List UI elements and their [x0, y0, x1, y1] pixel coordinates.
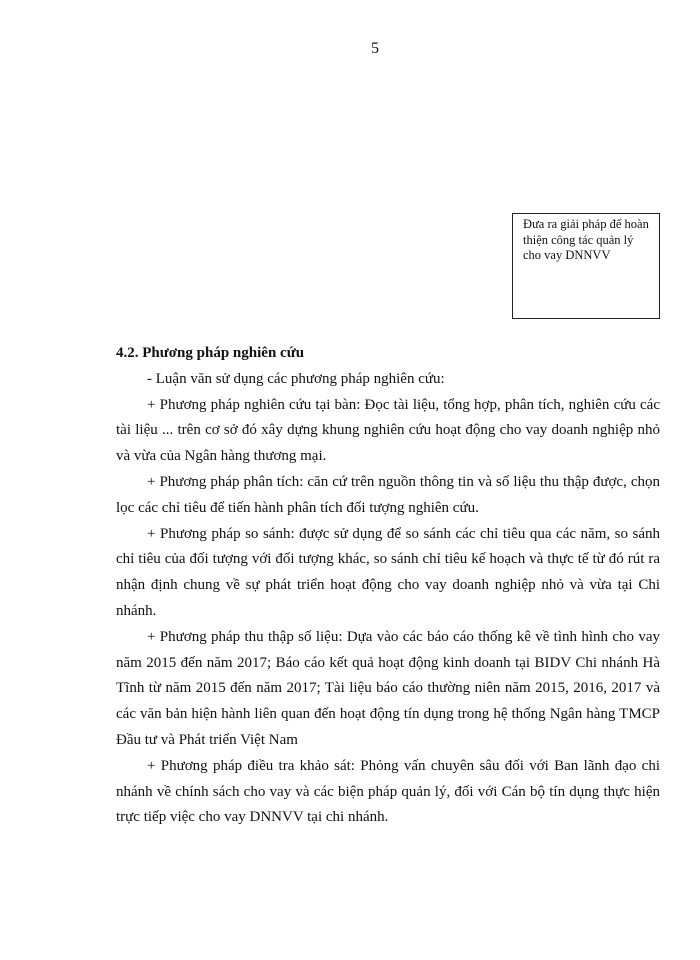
- paragraph-data-collection: + Phương pháp thu thập số liệu: Dựa vào các báo cáo thống kê về tình hình cho vay năm 2015 đến năm 2017; Báo cáo kết quả hoạt động kinh doanh tại BIDV Chi nhánh Hà Tĩnh từ năm 2015 đến năm 2017; Tài liệu báo cáo thường niên năm 2015, 2016, 2017 và các văn bản hiện hành liên quan đến hoạt động tín dụng trong hệ thống Ngân hàng TMCP Đầu tư và Phát triển Việt Nam: [116, 628, 660, 748]
- paragraph-intro: - Luận văn sử dụng các phương pháp nghiên cứu:: [147, 370, 445, 387]
- diagram-box: Đưa ra giải pháp để hoàn thiện công tác quản lý cho vay DNNVV: [512, 213, 660, 319]
- paragraph-survey: + Phương pháp điều tra khảo sát: Phỏng vấn chuyên sâu đối với Ban lãnh đạo chi nhánh về chính sách cho vay và các biện pháp quản lý, đối với Cán bộ tín dụng thực hiện trực tiếp việc cho vay DNNVV tại chi nhánh.: [116, 757, 660, 826]
- paragraph-comparison: + Phương pháp so sánh: được sử dụng để so sánh các chỉ tiêu qua các năm, so sánh chỉ tiêu của đối tượng với đối tượng khác, so sánh chỉ tiêu kế hoạch và thực tế từ đó rút ra nhận định chung về sự phát triển hoạt động cho vay doanh nghiệp nhỏ và vừa tại Chi nhánh.: [116, 525, 660, 619]
- section-heading: 4.2. Phương pháp nghiên cứu: [116, 345, 305, 361]
- paragraph-analysis: + Phương pháp phân tích: căn cứ trên nguồn thông tin và số liệu thu thập được, chọn lọc các chỉ tiêu để tiến hành phân tích đối tượng nghiên cứu.: [116, 473, 660, 516]
- page-number: 5: [371, 40, 379, 57]
- paragraph-desk-research: + Phương pháp nghiên cứu tại bàn: Đọc tài liệu, tổng hợp, phân tích, nghiên cứu các tài liệu ... trên cơ sở đó xây dựng khung nghiên cứu hoạt động cho vay doanh nghiệp nhỏ và vừa của Ngân hàng thương mại.: [116, 396, 660, 465]
- section-body: [116, 341, 660, 831]
